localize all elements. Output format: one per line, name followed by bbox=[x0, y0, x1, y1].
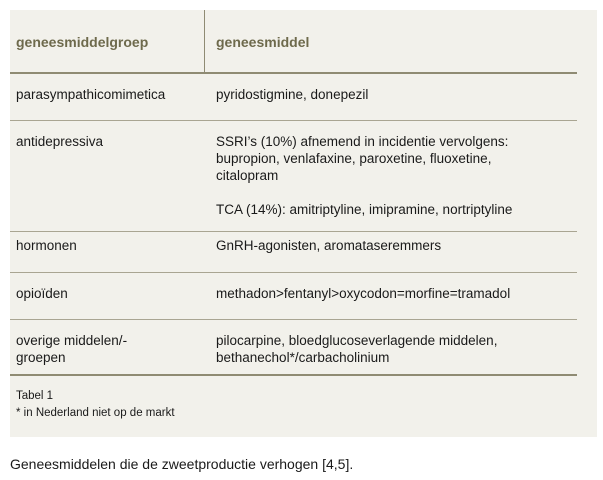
cell-drug: SSRI’s (10%) afnemend in incidentie vervolgens: bupropion, venlafaxine, paroxetine, fluoxetine, citalopram TCA (14%): amitriptyline, imipramine, nortriptyline bbox=[216, 134, 513, 217]
cell-drug: pilocarpine, bloedglucoseverlagende middelen, bethanechol*/carbacholinium bbox=[216, 333, 498, 365]
cell-group: antidepressiva bbox=[16, 134, 104, 149]
cell-group: parasympathicomimetica bbox=[16, 87, 166, 102]
row-divider bbox=[10, 120, 577, 121]
table-bottom-rule bbox=[10, 374, 577, 376]
table-footnote: * in Nederland niet op de markt bbox=[16, 407, 175, 419]
row-divider bbox=[10, 319, 577, 320]
figure-caption: Geneesmiddelen die de zweetproductie verhogen [4,5]. bbox=[10, 456, 354, 472]
header-divider bbox=[204, 10, 205, 72]
row-divider bbox=[10, 231, 577, 232]
header-group: geneesmiddelgroep bbox=[16, 34, 149, 50]
cell-group: overige middelen/- groepen bbox=[16, 333, 128, 365]
cell-drug: methadon>fentanyl>oxycodon=morfine=tramadol bbox=[216, 286, 511, 301]
cell-drug: GnRH-agonisten, aromataseremmers bbox=[216, 238, 442, 253]
header-drug: geneesmiddel bbox=[216, 34, 310, 50]
table-label: Tabel 1 bbox=[16, 390, 54, 402]
row-divider bbox=[10, 272, 577, 273]
cell-group: hormonen bbox=[16, 238, 77, 253]
table-panel bbox=[10, 10, 597, 437]
header-rule bbox=[10, 72, 577, 74]
cell-drug: pyridostigmine, donepezil bbox=[216, 87, 369, 102]
cell-group: opioïden bbox=[16, 286, 68, 301]
